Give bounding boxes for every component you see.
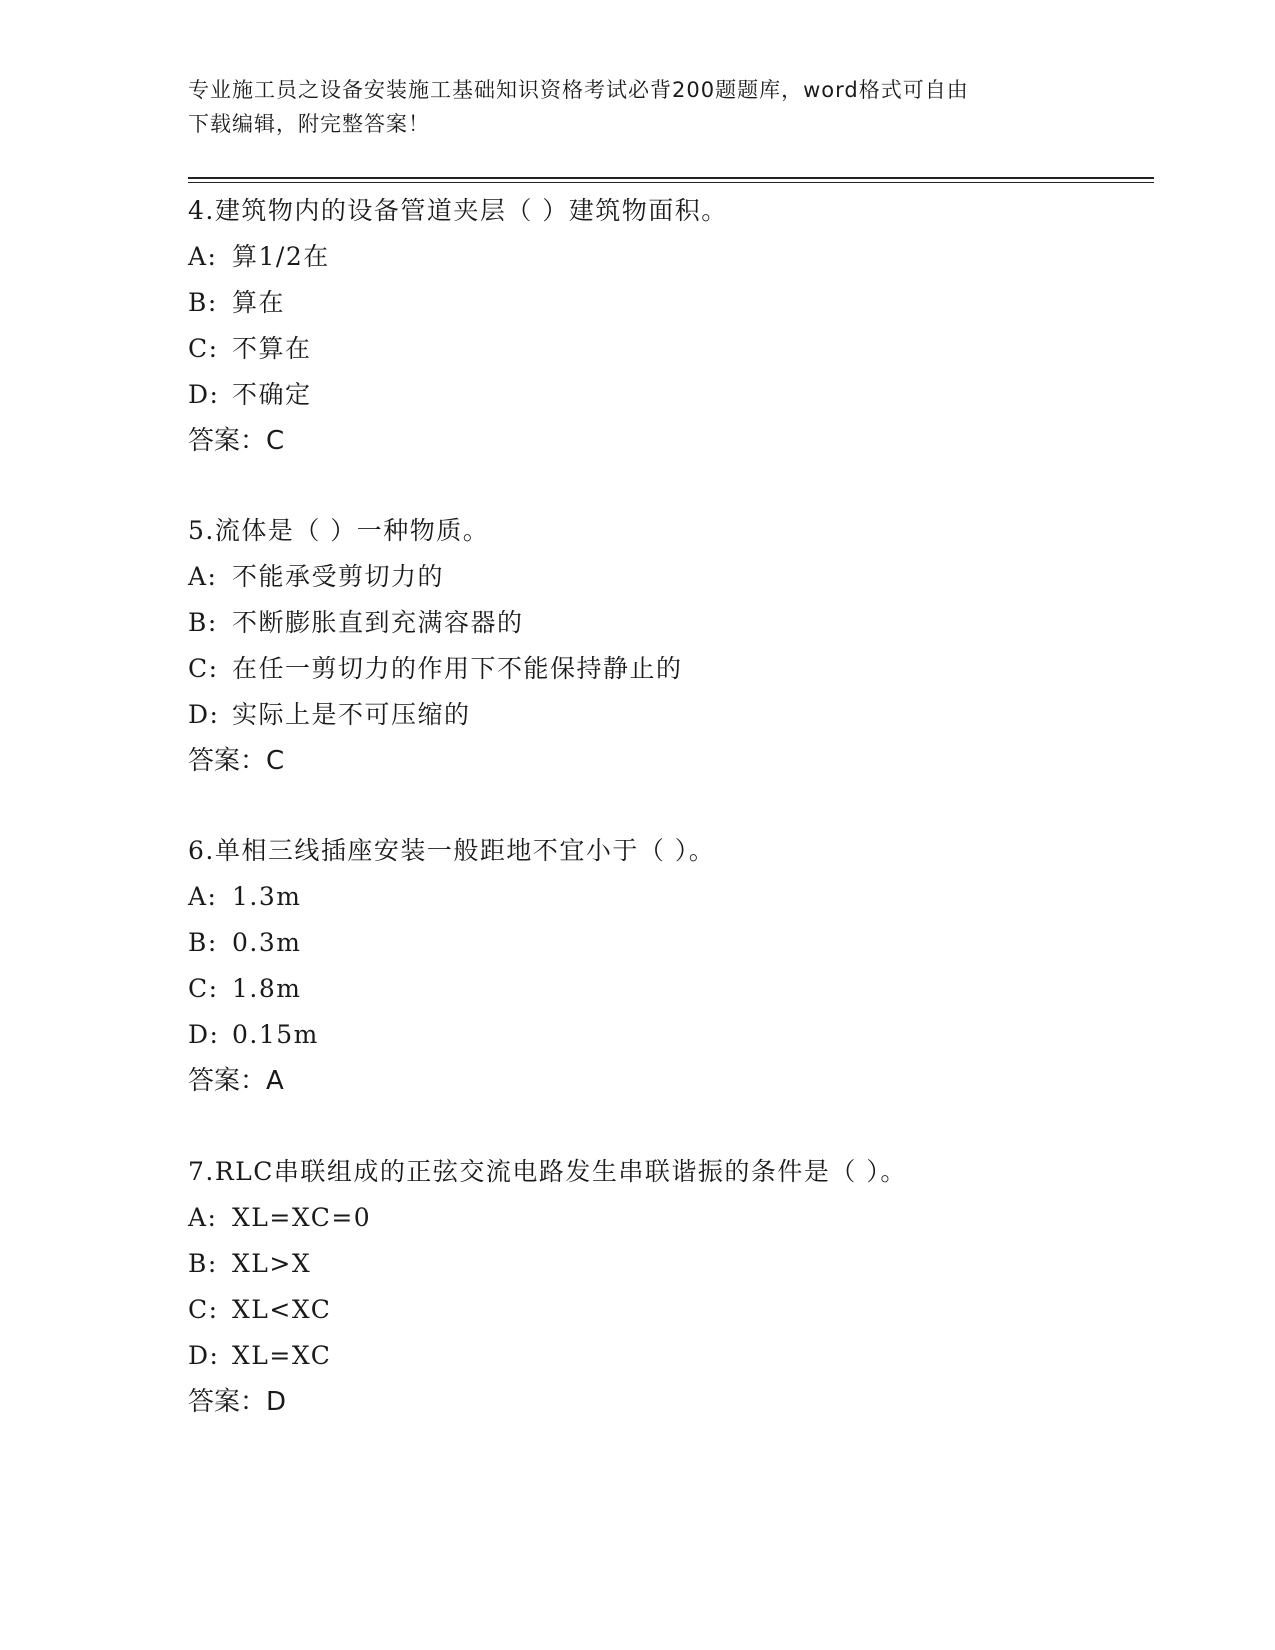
question-block xyxy=(188,188,1148,464)
option-text: XL<XC xyxy=(232,1295,332,1324)
document-header xyxy=(188,73,1068,141)
option-d xyxy=(188,372,1148,418)
option-text: 不确定 xyxy=(232,380,312,409)
option-c xyxy=(188,1287,1148,1333)
question-stem: 6.单相三线插座安装一般距地不宜小于（ ）。 xyxy=(188,836,716,865)
question-stem: 4.建筑物内的设备管道夹层（ ）建筑物面积。 xyxy=(188,196,728,225)
option-letter: A: xyxy=(188,1203,218,1232)
option-text: 1.3m xyxy=(232,882,302,911)
option-text: 0.15m xyxy=(232,1020,319,1049)
option-a xyxy=(188,874,1148,920)
option-text: 0.3m xyxy=(232,928,302,957)
question-stem: 5.流体是（ ）一种物质。 xyxy=(188,516,490,545)
question-block xyxy=(188,508,1148,784)
header-line-2: 下载编辑，附完整答案！ xyxy=(188,112,430,136)
option-letter: D: xyxy=(188,700,220,729)
option-d xyxy=(188,692,1148,738)
option-text: 算在 xyxy=(232,288,286,317)
question-block xyxy=(188,828,1148,1104)
option-d xyxy=(188,1333,1148,1379)
option-c xyxy=(188,646,1148,692)
option-letter: D: xyxy=(188,380,220,409)
header-line-1: 专业施工员之设备安装施工基础知识资格考试必背200题题库，word格式可自由 xyxy=(188,78,969,102)
option-text: XL=XC=0 xyxy=(232,1203,372,1232)
answer-line: 答案：C xyxy=(188,426,285,456)
option-b xyxy=(188,920,1148,966)
option-b xyxy=(188,1241,1148,1287)
option-b xyxy=(188,600,1148,646)
option-letter: D: xyxy=(188,1341,220,1370)
option-letter: D: xyxy=(188,1020,220,1049)
option-a xyxy=(188,554,1148,600)
option-letter: A: xyxy=(188,242,218,271)
option-letter: C: xyxy=(188,334,219,363)
option-text: XL=XC xyxy=(232,1341,332,1370)
option-letter: B: xyxy=(188,928,218,957)
header-divider-top xyxy=(188,177,1154,179)
option-letter: B: xyxy=(188,608,218,637)
option-text: 不断膨胀直到充满容器的 xyxy=(232,608,524,637)
option-text: 在任一剪切力的作用下不能保持静止的 xyxy=(232,654,683,683)
option-d xyxy=(188,1012,1148,1058)
option-a xyxy=(188,234,1148,280)
option-c xyxy=(188,966,1148,1012)
question-stem: 7.RLC串联组成的正弦交流电路发生串联谐振的条件是（ ）。 xyxy=(188,1157,907,1186)
option-letter: C: xyxy=(188,1295,219,1324)
option-text: 不算在 xyxy=(232,334,312,363)
option-text: XL>X xyxy=(232,1249,312,1278)
answer-line: 答案：C xyxy=(188,746,285,776)
option-text: 实际上是不可压缩的 xyxy=(232,700,471,729)
header-divider-bottom xyxy=(188,182,1154,183)
option-letter: C: xyxy=(188,974,219,1003)
option-text: 不能承受剪切力的 xyxy=(232,562,445,591)
option-letter: B: xyxy=(188,1249,218,1278)
option-c xyxy=(188,326,1148,372)
option-a xyxy=(188,1195,1148,1241)
option-letter: C: xyxy=(188,654,219,683)
answer-line: 答案：A xyxy=(188,1066,284,1096)
option-letter: A: xyxy=(188,882,218,911)
answer-line: 答案：D xyxy=(188,1387,287,1417)
option-letter: B: xyxy=(188,288,218,317)
question-block xyxy=(188,1149,1148,1425)
option-text: 1.8m xyxy=(232,974,302,1003)
option-b xyxy=(188,280,1148,326)
option-letter: A: xyxy=(188,562,218,591)
option-text: 算1/2在 xyxy=(232,242,330,271)
